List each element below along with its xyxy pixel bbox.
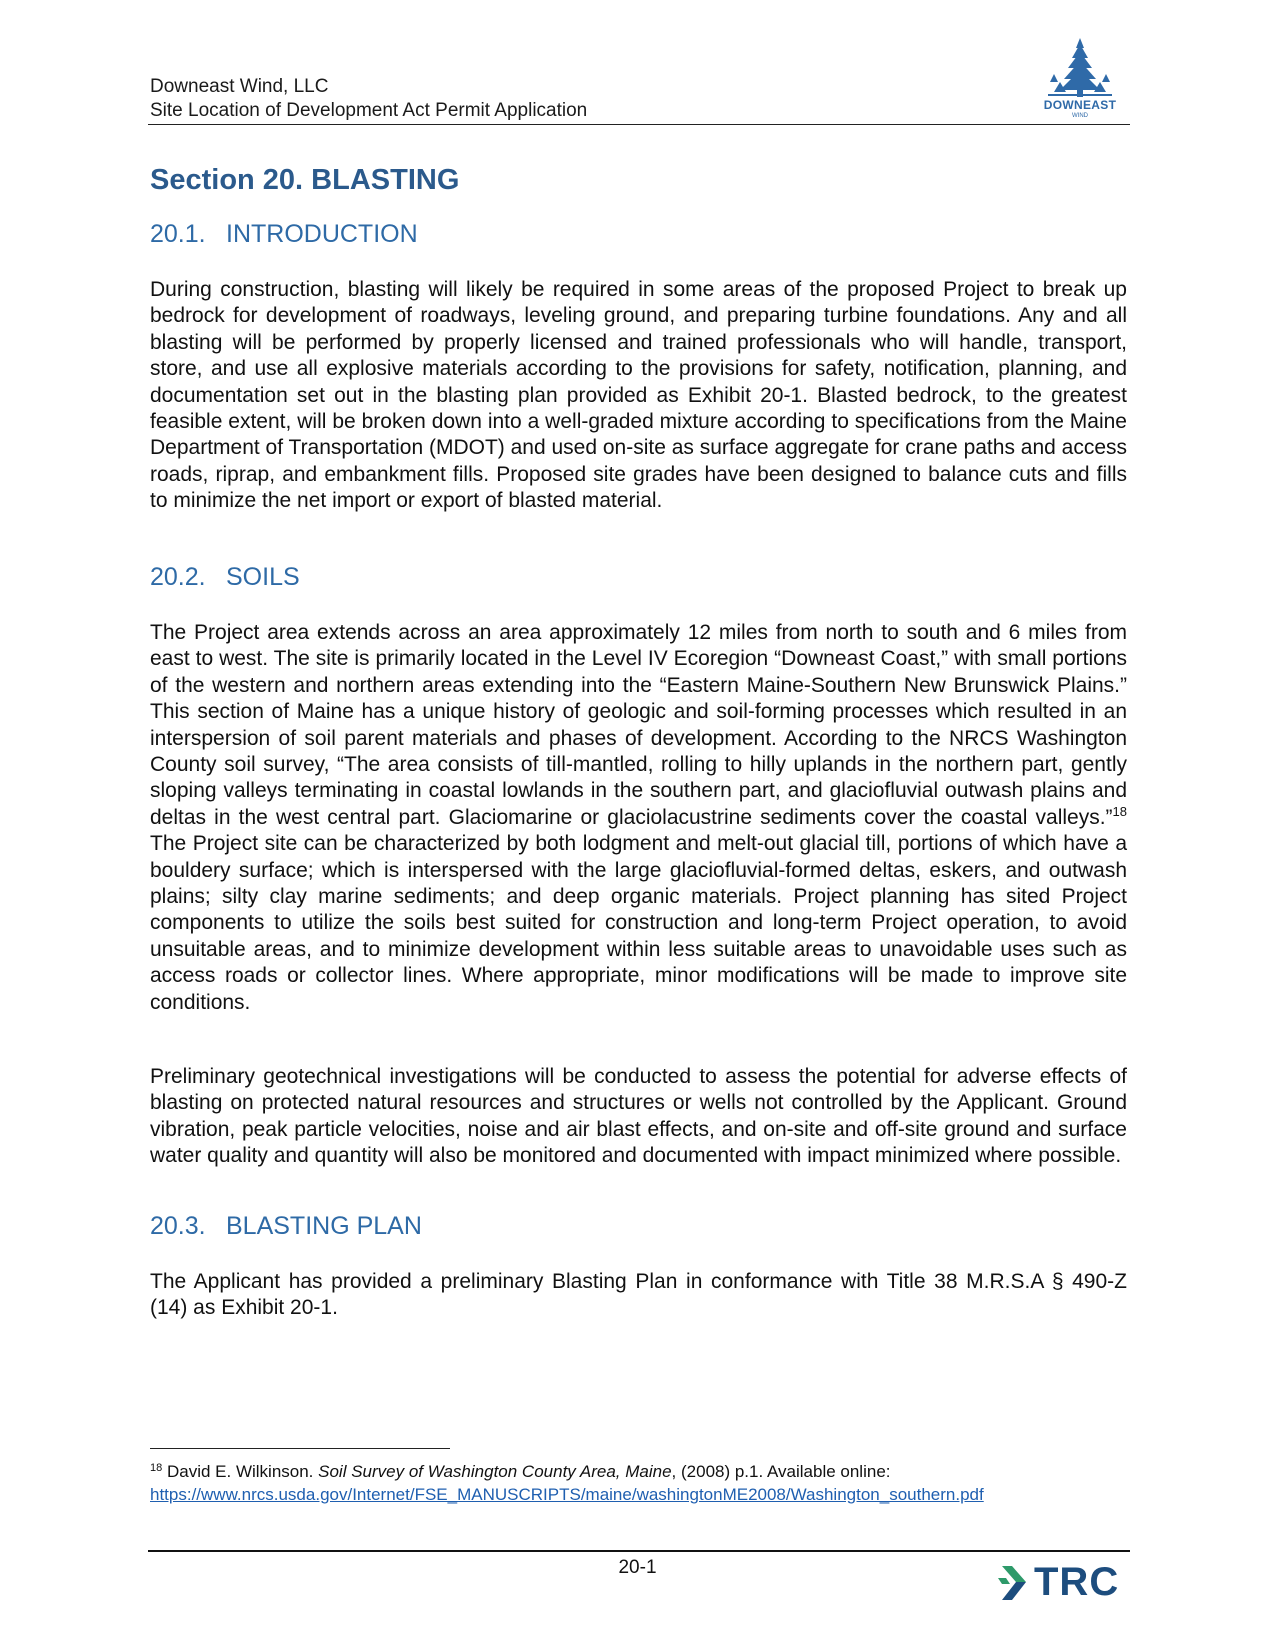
paragraph-soils-1 xyxy=(150,620,1127,1016)
paragraph-soils-1-part-b: The Project site can be characterized by both lodgment and melt-out glacial till, portions of which have a bouldery surface; which is interspersed with the large glaciofluvial-formed deltas, eskers, and outwash plains; silty clay marine sediments; and deep organic materials. Project planning has sited Project components to utilize the soils best suited for construction and long-term Project operation, to avoid unsuitable areas, and to minimize development within less suitable areas to unavoidable uses such as access roads or collector lines. Where appropriate, minor modifications will be made to improve site conditions. xyxy=(150,832,1127,1014)
header-company: Downeast Wind, LLC xyxy=(150,76,329,97)
footnote-author: David E. Wilkinson. xyxy=(162,1462,319,1481)
subsection-number: 20.1. xyxy=(150,220,206,248)
footnote xyxy=(150,1460,1130,1506)
logo-subword: WIND xyxy=(1072,113,1088,119)
subsection-number: 20.3. xyxy=(150,1212,206,1240)
downeast-wind-logo xyxy=(1036,34,1124,122)
page-number: 20-1 xyxy=(618,1557,657,1578)
trc-arrow-icon xyxy=(996,1560,1032,1606)
subsection-title: BLASTING PLAN xyxy=(226,1212,422,1240)
footnote-reference[interactable]: 18 xyxy=(1112,803,1127,819)
footnote-source-title: Soil Survey of Washington County Area, Maine xyxy=(318,1462,672,1481)
subsection-number: 20.2. xyxy=(150,563,206,591)
paragraph-introduction: During construction, blasting will likely be required in some areas of the proposed Project to break up bedrock for development of roadways, leveling ground, and preparing turbine foundations. Any and all blasting will be performed by properly licensed and trained professionals who will handle, transport, store, and use all explosive materials according to the provisions for safety, notification, planning, and documentation set out in the blasting plan provided as Exhibit 20-1. Blasted bedrock, to the greatest feasible extent, will be broken down into a well-graded mixture according to specifications from the Maine Department of Transportation (MDOT) and used on-site as surface aggregate for crane paths and access roads, riprap, and embankment fills. Proposed site grades have been designed to balance cuts and fills to minimize the net import or export of blasted material. xyxy=(150,278,1128,513)
footnote-details: , (2008) p.1. Available online: xyxy=(671,1462,891,1481)
subsection-heading-blasting-plan xyxy=(150,1212,422,1241)
footer-divider xyxy=(148,1550,1130,1552)
logo-wordmark: DOWNEAST xyxy=(1043,98,1117,112)
header-document-title: Site Location of Development Act Permit Application xyxy=(150,100,588,121)
trc-logo xyxy=(996,1560,1132,1606)
subsection-title: INTRODUCTION xyxy=(226,220,418,248)
subsection-title: SOILS xyxy=(226,563,300,591)
paragraph-soils-2: Preliminary geotechnical investigations will be conducted to assess the potential for adverse effects of blasting on protected natural resources and structures or wells not controlled by the Applicant. Ground vibration, peak particle velocities, noise and air blast effects, and on-site and off-site ground and surface water quality and quantity will also be monitored and documented with impact minimized where possible. xyxy=(150,1065,1127,1168)
trc-wordmark: TRC xyxy=(1034,1560,1120,1604)
paragraph-blasting-plan: The Applicant has provided a preliminary Blasting Plan in conformance with Title 38 M.R.S.A § 490-Z (14) as Exhibit 20-1. xyxy=(150,1270,1127,1320)
paragraph-soils-1-part-a: The Project area extends across an area approximately 12 miles from north to south and 6 miles from east to west. The site is primarily located in the Level IV Ecoregion “Downeast Coast,” with small portions of the western and northern areas extending into the “Eastern Maine-Southern New Brunswick Plains.” This section of Maine has a unique history of geologic and soil-forming processes which resulted in an interspersion of soil parent materials and phases of development. According to the NRCS Washington County soil survey, “The area consists of till-mantled, rolling to hilly uplands in the northern part, gently sloping valleys terminating in coastal lowlands in the southern part, and glaciofluvial outwash plains and deltas in the west central part. Glaciomarine or glaciolacustrine sediments cover the coastal valleys.” xyxy=(150,621,1127,829)
footnote-divider xyxy=(150,1448,450,1449)
subsection-heading-introduction xyxy=(150,220,418,249)
subsection-heading-soils xyxy=(150,563,300,592)
header-divider xyxy=(148,124,1130,125)
footnote-number: 18 xyxy=(150,1462,163,1474)
footnote-link[interactable]: https://www.nrcs.usda.gov/Internet/FSE_MANUSCRIPTS/maine/washingtonME2008/Washington_southern.pdf xyxy=(150,1485,984,1504)
tree-icon xyxy=(1036,34,1124,100)
section-title: Section 20. BLASTING xyxy=(150,164,460,196)
